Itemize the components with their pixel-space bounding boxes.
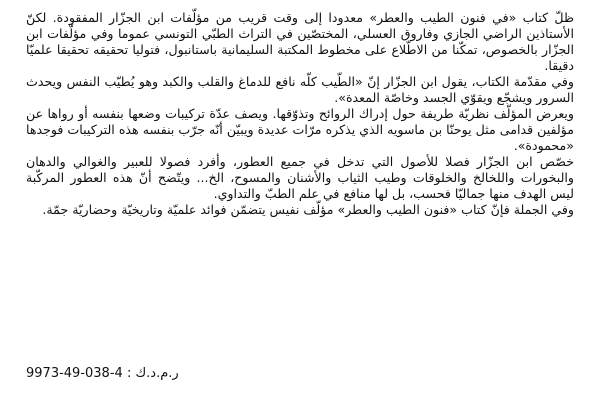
paragraph-3: ويعرض المؤلّف نظريّة طريفة حول إدراك الروائح وتذوّقها. ويصف عدّة تركيبات وضعها بنفسه أو رواها عن مؤلفين قدامى مثل يوحنّا بن ماسويه الذي يذكره مرّات عديدة ويبيّن أنّه جرّب بنفسه هذه التركيبات فوجدها «محمودة». <box>26 106 574 153</box>
paragraph-2: وفي مقدّمة الكتاب، يقول ابن الجزّار إنّ «الطّيب كلّه نافع للدماغ والقلب والكبد وهو يُطيّب النفس ويحدث السرور ويشجّع ويقوّي الجسد وخاصّة المعدة». <box>26 74 574 105</box>
paragraph-4: خصّص ابن الجزّار فصلا للأصول التي تدخل في جميع العطور، وأفرد فصولا للعبير والغوالي والدهان والبخورات واللخالخ والخلوقات وطيب الثياب والأشنان والمسوح، الخ... ويتّضح أنّ هذه العطور المركّبة ليس الهدف منها جماليّا فحسب، بل لها منافع في علم الطبّ والتداوي. <box>26 154 574 201</box>
isbn-line <box>26 366 179 382</box>
paragraph-1: ظلّ كتاب «في فنون الطيب والعطر» معدودا إلى وقت قريب من مؤلّفات ابن الجزّار المفقودة. لكنّ الأستاذين الراضي الجازي وفاروق العسلي، المختصّين في التراث الطبّي التونسي عموما وفي مؤلّفات ابن الجزّار بالخصوص، تمكّنا من الاطّلاع على مخطوط المكتبة السليمانية باستانبول، فتوليا تحقيقه تحقيقا علميّا دقيقا. <box>26 10 574 73</box>
paragraph-5: وفي الجملة فإنّ كتاب «فنون الطيب والعطر» مؤلّف نفيس يتضمّن فوائد علميّة وتاريخيّة وحضاريّة جمّة. <box>42 202 574 217</box>
isbn-number: 9973-49-038-4 <box>26 366 123 381</box>
body-text <box>26 10 574 218</box>
isbn-label: ر.م.د.ك : <box>126 366 179 381</box>
